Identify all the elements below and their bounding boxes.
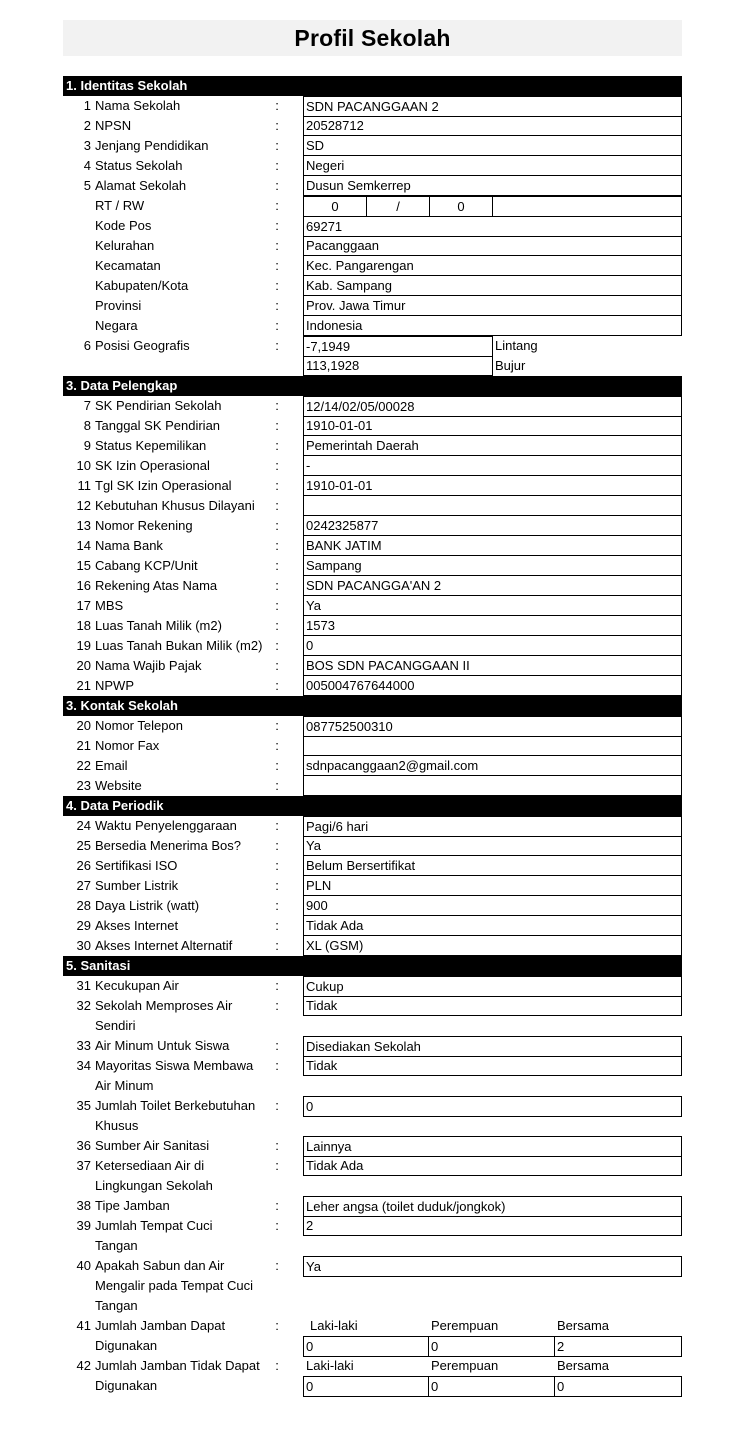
row-label: SK Izin Operasional xyxy=(95,458,210,473)
value-field[interactable]: Tidak Ada xyxy=(303,1156,682,1176)
row-label: SK Pendirian Sekolah xyxy=(95,398,222,413)
page-title: Profil Sekolah xyxy=(294,24,451,51)
value-field[interactable]: Pacanggaan xyxy=(303,236,682,256)
row-number: 5 xyxy=(83,178,91,193)
colon: : xyxy=(275,1098,279,1113)
row-label: Akses Internet xyxy=(95,918,179,933)
row-label: Mayoritas Siswa Membawa xyxy=(95,1058,254,1073)
row-label: Air Minum Untuk Siswa xyxy=(95,1038,230,1053)
colon: : xyxy=(275,118,279,133)
row-label: Alamat Sekolah xyxy=(95,178,187,193)
form-row xyxy=(63,736,682,756)
colon: : xyxy=(275,178,279,193)
row-label: Jenjang Pendidikan xyxy=(95,138,209,153)
bersama-value[interactable]: 2 xyxy=(554,1336,682,1357)
value-field[interactable]: 005004767644000 xyxy=(303,676,682,696)
row-label: Sumber Listrik xyxy=(95,878,179,893)
row-label: Kelurahan xyxy=(95,238,155,253)
row-number: 21 xyxy=(76,678,91,693)
value-field[interactable]: 0242325877 xyxy=(303,516,682,536)
row-posisi-geografis xyxy=(63,336,682,376)
form-row xyxy=(63,496,682,516)
row-number: 14 xyxy=(76,538,91,553)
colon: : xyxy=(275,158,279,173)
row-sumber-air-sanitasi xyxy=(63,1136,682,1156)
value-field[interactable] xyxy=(303,736,682,756)
row-jamban-dapat-digunakan xyxy=(63,1316,682,1356)
colon: : xyxy=(275,278,279,293)
row-air-minum xyxy=(63,1036,682,1056)
row-label: Provinsi xyxy=(95,298,142,313)
row-sabun-air-mengalir xyxy=(63,1256,682,1316)
form-row xyxy=(63,216,682,236)
lintang-label: Lintang xyxy=(495,338,538,353)
row-label: Status Sekolah xyxy=(95,158,183,173)
row-label-cont: Mengalir pada Tempat Cuci xyxy=(95,1278,254,1293)
form-row xyxy=(63,296,682,316)
value-field[interactable]: Disediakan Sekolah xyxy=(303,1036,682,1057)
colon: : xyxy=(275,778,279,793)
row-number: 1 xyxy=(83,98,91,113)
form-row xyxy=(63,576,682,596)
form-row xyxy=(63,616,682,636)
section-identitas-sekolah: 1. Identitas Sekolah xyxy=(63,76,682,96)
value-field[interactable] xyxy=(303,776,682,796)
colon: : xyxy=(275,398,279,413)
row-label: Tanggal SK Pendirian xyxy=(95,418,221,433)
colon: : xyxy=(275,618,279,633)
row-kecukupan-air xyxy=(63,976,682,996)
colon: : xyxy=(275,998,279,1013)
laki-laki-value[interactable]: 0 xyxy=(303,1336,429,1357)
row-number: 20 xyxy=(76,658,91,673)
row-label-cont: Digunakan xyxy=(95,1338,158,1353)
bersama-value[interactable]: 0 xyxy=(554,1376,682,1397)
form-row xyxy=(63,416,682,436)
header-perempuan: Perempuan xyxy=(431,1358,499,1373)
colon: : xyxy=(275,1138,279,1153)
row-number: 37 xyxy=(76,1158,91,1173)
row-number: 23 xyxy=(76,778,91,793)
value-field[interactable]: 2 xyxy=(303,1216,682,1236)
row-label: Sekolah Memproses Air xyxy=(95,998,233,1013)
colon: : xyxy=(275,318,279,333)
row-number: 18 xyxy=(76,618,91,633)
row-membawa-air-minum xyxy=(63,1056,682,1096)
value-field[interactable]: Indonesia xyxy=(303,316,682,336)
row-label: Jumlah Jamban Dapat xyxy=(95,1318,226,1333)
row-label: Jumlah Toilet Berkebutuhan xyxy=(95,1098,256,1113)
form-row xyxy=(63,876,682,896)
row-number: 7 xyxy=(83,398,91,413)
bujur-label: Bujur xyxy=(495,358,526,373)
value-field[interactable]: BANK JATIM xyxy=(303,536,682,556)
row-label: Daya Listrik (watt) xyxy=(95,898,200,913)
value-field[interactable]: Negeri xyxy=(303,156,682,176)
row-label: Waktu Penyelenggaraan xyxy=(95,818,237,833)
lintang-value[interactable]: -7,1949 xyxy=(303,336,493,357)
row-label: Kebutuhan Khusus Dilayani xyxy=(95,498,255,513)
colon: : xyxy=(275,558,279,573)
form-row xyxy=(63,596,682,616)
value-field[interactable]: 12/14/02/05/00028 xyxy=(303,396,682,417)
form-row xyxy=(63,776,682,796)
form-row xyxy=(63,156,682,176)
colon: : xyxy=(275,978,279,993)
colon: : xyxy=(275,458,279,473)
form-row xyxy=(63,396,682,416)
perempuan-value[interactable]: 0 xyxy=(428,1336,555,1357)
rt-cell[interactable]: 0 xyxy=(303,196,367,217)
row-number: 9 xyxy=(83,438,91,453)
form-row xyxy=(63,896,682,916)
row-label-cont: Tangan xyxy=(95,1238,138,1253)
section-data-pelengkap: 3. Data Pelengkap xyxy=(63,376,682,396)
form-row xyxy=(63,556,682,576)
perempuan-value[interactable]: 0 xyxy=(428,1376,555,1397)
colon: : xyxy=(275,598,279,613)
row-number: 2 xyxy=(83,118,91,133)
colon: : xyxy=(275,838,279,853)
colon: : xyxy=(275,498,279,513)
colon: : xyxy=(275,738,279,753)
row-number: 13 xyxy=(76,518,91,533)
row-label: Status Kepemilikan xyxy=(95,438,207,453)
value-field[interactable]: Belum Bersertifikat xyxy=(303,856,682,876)
row-number: 16 xyxy=(76,578,91,593)
value-field[interactable]: Ya xyxy=(303,836,682,856)
colon: : xyxy=(275,578,279,593)
value-field[interactable]: Pemerintah Daerah xyxy=(303,436,682,456)
header-bersama: Bersama xyxy=(557,1318,610,1333)
row-number: 33 xyxy=(76,1038,91,1053)
row-label: Luas Tanah Milik (m2) xyxy=(95,618,222,633)
form-row xyxy=(63,456,682,476)
colon: : xyxy=(275,218,279,233)
row-number: 30 xyxy=(76,938,91,953)
form-row xyxy=(63,116,682,136)
row-label: NPSN xyxy=(95,118,132,133)
value-field[interactable]: SDN PACANGGAAN 2 xyxy=(303,96,682,117)
row-label: Negara xyxy=(95,318,138,333)
form-row xyxy=(63,836,682,856)
value-field[interactable]: 900 xyxy=(303,896,682,916)
colon: : xyxy=(275,538,279,553)
row-number: 4 xyxy=(83,158,91,173)
form-row xyxy=(63,716,682,736)
row-number: 11 xyxy=(77,478,91,493)
row-label: Kode Pos xyxy=(95,218,152,233)
row-label: Ketersediaan Air di xyxy=(95,1158,205,1173)
row-label: MBS xyxy=(95,598,124,613)
row-number: 22 xyxy=(76,758,91,773)
row-number: 40 xyxy=(76,1258,91,1273)
row-memproses-air xyxy=(63,996,682,1036)
laki-laki-value[interactable]: 0 xyxy=(303,1376,429,1397)
colon: : xyxy=(275,518,279,533)
form-row xyxy=(63,276,682,296)
row-number: 3 xyxy=(83,138,91,153)
value-field[interactable]: Pagi/6 hari xyxy=(303,816,682,837)
colon: : xyxy=(275,1258,279,1273)
colon: : xyxy=(275,238,279,253)
form-row xyxy=(63,176,682,196)
row-label: Nomor Telepon xyxy=(95,718,183,733)
rw-cell[interactable]: 0 xyxy=(429,196,493,217)
colon: : xyxy=(275,198,279,213)
colon: : xyxy=(275,638,279,653)
section-kontak-sekolah: 3. Kontak Sekolah xyxy=(63,696,682,716)
value-field[interactable]: 20528712 xyxy=(303,116,682,136)
row-label-cont: Tangan xyxy=(95,1298,138,1313)
value-field[interactable]: 087752500310 xyxy=(303,716,682,737)
colon: : xyxy=(275,98,279,113)
value-field[interactable]: 1573 xyxy=(303,616,682,636)
value-field[interactable]: Tidak Ada xyxy=(303,916,682,936)
colon: : xyxy=(275,1218,279,1233)
form-row xyxy=(63,256,682,276)
form-row xyxy=(63,756,682,776)
colon: : xyxy=(275,418,279,433)
form-row xyxy=(63,856,682,876)
row-number: 24 xyxy=(76,818,91,833)
colon: : xyxy=(275,678,279,693)
colon: : xyxy=(275,258,279,273)
rt-rw-separator: / xyxy=(366,196,430,217)
row-label-cont: Khusus xyxy=(95,1118,139,1133)
row-label: Website xyxy=(95,778,142,793)
row-number: 36 xyxy=(76,1138,91,1153)
value-field[interactable]: Tidak xyxy=(303,996,682,1016)
value-field[interactable]: 1910-01-01 xyxy=(303,416,682,436)
colon: : xyxy=(275,1058,279,1073)
value-field[interactable]: BOS SDN PACANGGAAN II xyxy=(303,656,682,676)
section-sanitasi: 5. Sanitasi xyxy=(63,956,682,976)
row-label: Nama Sekolah xyxy=(95,98,181,113)
row-ketersediaan-air xyxy=(63,1156,682,1196)
value-field[interactable]: SDN PACANGGA'AN 2 xyxy=(303,576,682,596)
form-row xyxy=(63,316,682,336)
row-tempat-cuci-tangan xyxy=(63,1216,682,1256)
row-number: 34 xyxy=(76,1058,91,1073)
row-label: Cabang KCP/Unit xyxy=(95,558,198,573)
empty-cell xyxy=(492,196,682,217)
row-number: 6 xyxy=(83,338,91,353)
value-field[interactable]: Tidak xyxy=(303,1056,682,1076)
row-number: 38 xyxy=(76,1198,91,1213)
row-number: 8 xyxy=(83,418,91,433)
row-number: 41 xyxy=(76,1318,91,1333)
row-number: 35 xyxy=(76,1098,91,1113)
row-label: Email xyxy=(95,758,128,773)
form-row xyxy=(63,236,682,256)
row-number: 17 xyxy=(76,598,91,613)
row-number: 12 xyxy=(76,498,91,513)
row-label: Nomor Fax xyxy=(95,738,160,753)
row-label-cont: Sendiri xyxy=(95,1018,136,1033)
row-label-cont: Digunakan xyxy=(95,1378,158,1393)
row-label: Jumlah Tempat Cuci xyxy=(95,1218,213,1233)
colon: : xyxy=(275,1318,279,1333)
header-laki-laki: Laki-laki xyxy=(310,1318,358,1333)
row-label: Sumber Air Sanitasi xyxy=(95,1138,210,1153)
row-label: Sertifikasi ISO xyxy=(95,858,178,873)
row-number: 15 xyxy=(76,558,91,573)
value-field[interactable]: 69271 xyxy=(303,216,682,237)
row-label: Apakah Sabun dan Air xyxy=(95,1258,225,1273)
row-number: 39 xyxy=(76,1218,91,1233)
row-toilet-berkebutuhan xyxy=(63,1096,682,1136)
header-perempuan: Perempuan xyxy=(431,1318,499,1333)
row-label: Posisi Geografis xyxy=(95,338,190,353)
value-field[interactable]: Prov. Jawa Timur xyxy=(303,296,682,316)
form-row xyxy=(63,636,682,656)
colon: : xyxy=(275,298,279,313)
title-band xyxy=(63,20,682,56)
value-field[interactable]: Ya xyxy=(303,1256,682,1277)
row-number: 42 xyxy=(76,1358,91,1373)
value-field[interactable]: 0 xyxy=(303,1096,682,1117)
row-number: 20 xyxy=(76,718,91,733)
value-field[interactable]: SD xyxy=(303,136,682,156)
colon: : xyxy=(275,898,279,913)
value-field[interactable]: sdnpacanggaan2@gmail.com xyxy=(303,756,682,776)
row-number: 28 xyxy=(76,898,91,913)
row-number: 19 xyxy=(76,638,91,653)
form-row xyxy=(63,936,682,956)
row-label: Nama Bank xyxy=(95,538,163,553)
row-label: Jumlah Jamban Tidak Dapat xyxy=(95,1358,260,1373)
colon: : xyxy=(275,478,279,493)
row-tipe-jamban xyxy=(63,1196,682,1216)
row-label: Tipe Jamban xyxy=(95,1198,170,1213)
colon: : xyxy=(275,758,279,773)
value-field[interactable]: Cukup xyxy=(303,976,682,997)
row-label: Nomor Rekening xyxy=(95,518,193,533)
row-label: Kecamatan xyxy=(95,258,161,273)
form-row xyxy=(63,436,682,456)
bujur-value[interactable]: 113,1928 xyxy=(303,356,493,376)
value-field[interactable]: 1910-01-01 xyxy=(303,476,682,496)
row-label: Tgl SK Izin Operasional xyxy=(95,478,232,493)
row-number: 27 xyxy=(76,878,91,893)
colon: : xyxy=(275,1038,279,1053)
colon: : xyxy=(275,1158,279,1173)
form-row xyxy=(63,816,682,836)
row-rt-rw xyxy=(63,196,682,216)
row-label: Rekening Atas Nama xyxy=(95,578,218,593)
colon: : xyxy=(275,658,279,673)
row-jamban-tidak-dapat-digunakan xyxy=(63,1356,682,1396)
value-field[interactable]: PLN xyxy=(303,876,682,896)
header-laki-laki: Laki-laki xyxy=(306,1358,354,1373)
row-number: 25 xyxy=(76,838,91,853)
row-number: 31 xyxy=(76,978,91,993)
value-field[interactable]: Sampang xyxy=(303,556,682,576)
header-bersama: Bersama xyxy=(557,1358,610,1373)
value-field[interactable]: Leher angsa (toilet duduk/jongkok) xyxy=(303,1196,682,1217)
value-field[interactable] xyxy=(303,496,682,516)
form-row xyxy=(63,656,682,676)
form-row xyxy=(63,136,682,156)
row-number: 10 xyxy=(76,458,91,473)
row-label: Akses Internet Alternatif xyxy=(95,938,233,953)
value-field[interactable]: 0 xyxy=(303,636,682,656)
form-row xyxy=(63,516,682,536)
colon: : xyxy=(275,438,279,453)
value-field[interactable]: Dusun Semkerrep xyxy=(303,176,682,196)
colon: : xyxy=(275,878,279,893)
colon: : xyxy=(275,338,279,353)
value-field[interactable]: XL (GSM) xyxy=(303,936,682,956)
value-field[interactable]: - xyxy=(303,456,682,476)
row-number: 29 xyxy=(76,918,91,933)
row-label-cont: Air Minum xyxy=(95,1078,154,1093)
value-field[interactable]: Kec. Pangarengan xyxy=(303,256,682,276)
row-label: NPWP xyxy=(95,678,134,693)
row-label: Bersedia Menerima Bos? xyxy=(95,838,241,853)
form-row xyxy=(63,536,682,556)
row-label: RT / RW xyxy=(95,198,145,213)
colon: : xyxy=(275,918,279,933)
form-row xyxy=(63,476,682,496)
row-number: 32 xyxy=(76,998,91,1013)
value-field[interactable]: Ya xyxy=(303,596,682,616)
colon: : xyxy=(275,138,279,153)
form-row xyxy=(63,916,682,936)
colon: : xyxy=(275,1358,279,1373)
row-label: Kabupaten/Kota xyxy=(95,278,189,293)
row-label: Luas Tanah Bukan Milik (m2) xyxy=(95,638,263,653)
row-label: Kecukupan Air xyxy=(95,978,179,993)
value-field[interactable]: Kab. Sampang xyxy=(303,276,682,296)
row-number: 26 xyxy=(76,858,91,873)
colon: : xyxy=(275,718,279,733)
colon: : xyxy=(275,938,279,953)
form-row xyxy=(63,96,682,116)
form-row xyxy=(63,676,682,696)
colon: : xyxy=(275,858,279,873)
row-number: 21 xyxy=(76,738,91,753)
row-label-cont: Lingkungan Sekolah xyxy=(95,1178,213,1193)
value-field[interactable]: Lainnya xyxy=(303,1136,682,1157)
row-label: Nama Wajib Pajak xyxy=(95,658,202,673)
section-data-periodik: 4. Data Periodik xyxy=(63,796,682,816)
colon: : xyxy=(275,1198,279,1213)
colon: : xyxy=(275,818,279,833)
profile-sheet xyxy=(63,76,682,1396)
